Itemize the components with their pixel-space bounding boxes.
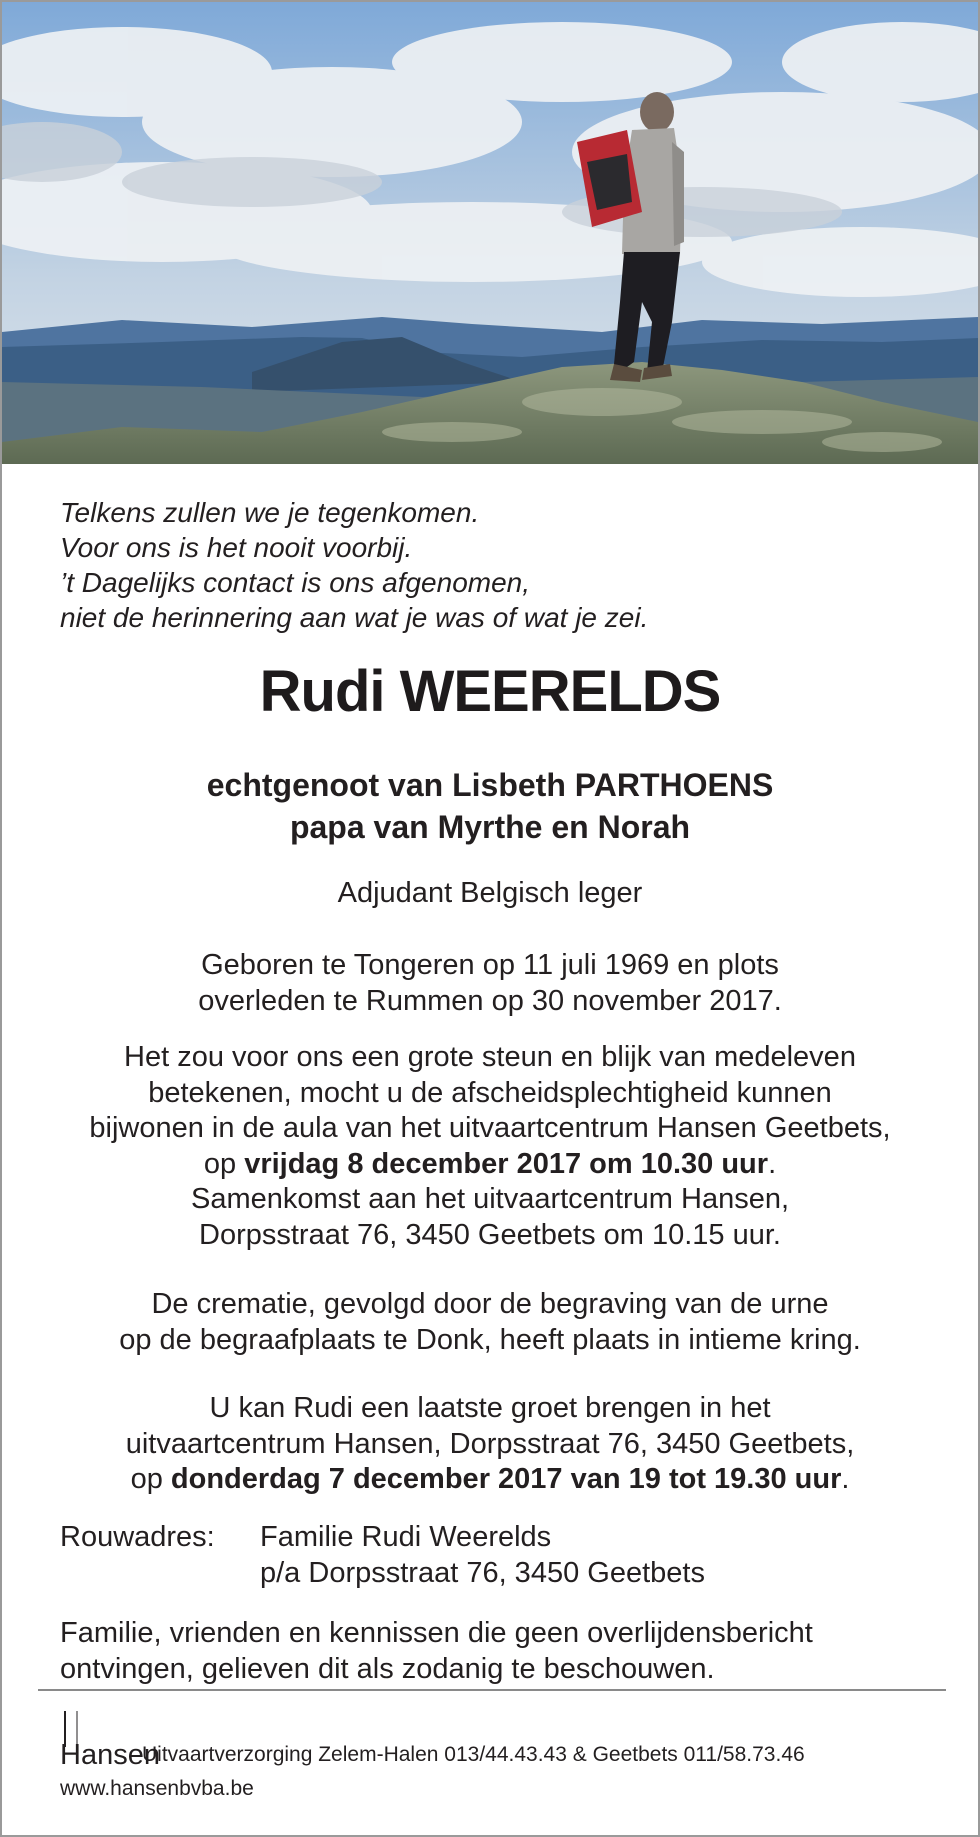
birth-line: Geboren te Tongeren op 11 juli 1969 en plots: [201, 949, 779, 981]
note-line: ontvingen, gelieven dit als zodanig te beschouwen.: [60, 1653, 715, 1685]
birth-death-block: [2, 948, 978, 1019]
visitation-line: uitvaartcentrum Hansen, Dorpsstraat 76, 3450 Geetbets,: [125, 1427, 855, 1460]
visitation-line: U kan Rudi een laatste groet brengen in het: [209, 1392, 771, 1424]
notice-note: [60, 1615, 813, 1687]
note-line: Familie, vrienden en kennissen die geen overlijdensbericht: [60, 1617, 813, 1649]
poem: [60, 495, 648, 635]
mourning-address-label: Rouwadres:: [60, 1521, 215, 1553]
ceremony-date: vrijdag 8 december 2017 om 10.30 uur: [244, 1147, 769, 1180]
ceremony-line: Samenkomst aan het uitvaartcentrum Hansen,: [190, 1183, 790, 1215]
funeral-director-contact: Uitvaartverzorging Zelem-Halen 013/44.43.43 & Geetbets 011/58.73.46: [142, 1743, 805, 1766]
visitation-date: donderdag 7 december 2017 van 19 tot 19.30 uur: [170, 1463, 842, 1495]
ceremony-date-suffix: .: [768, 1147, 777, 1180]
funeral-director-website[interactable]: www.hansenbvba.be: [60, 1777, 254, 1800]
deceased-name: Rudi WEERELDS: [259, 659, 721, 724]
ceremony-line: bijwonen in de aula van het uitvaartcentrum Hansen Geetbets,: [89, 1112, 891, 1144]
occupation-text: Adjudant Belgisch leger: [337, 877, 643, 909]
ceremony-line: Het zou voor ons een grote steun en blijk van medeleven: [124, 1041, 856, 1073]
visitation-block: [2, 1391, 978, 1498]
hiker-on-mountain-photo: [2, 2, 978, 464]
hansen-logo-text: Hansen: [60, 1739, 160, 1771]
cremation-line: De crematie, gevolgd door de begraving van de urne: [151, 1288, 829, 1320]
ceremony-line: Dorpsstraat 76, 3450 Geetbets om 10.15 uur.: [199, 1218, 781, 1251]
visitation-date-suffix: .: [841, 1463, 850, 1495]
death-line: overleden te Rummen op 30 november 2017.: [198, 984, 782, 1017]
mourning-address-line: p/a Dorpsstraat 76, 3450 Geetbets: [260, 1557, 705, 1589]
visitation-date-line: [2, 1462, 978, 1498]
family-relations: [2, 764, 978, 848]
ceremony-date-line: [2, 1147, 978, 1183]
cremation-line: op de begraafplaats te Donk, heeft plaats in intieme kring.: [119, 1323, 861, 1356]
poem-line: niet de herinnering aan wat je was of wat je zei.: [60, 602, 649, 633]
ceremony-block: [2, 1040, 978, 1253]
ceremony-line: betekenen, mocht u de afscheidsplechtigheid kunnen: [148, 1076, 832, 1109]
ceremony-date-prefix: op: [203, 1147, 245, 1180]
hiker-photo: [2, 2, 978, 464]
spouse-relation: echtgenoot van Lisbeth PARTHOENS: [206, 767, 774, 803]
mourning-address-line: Familie Rudi Weerelds: [260, 1521, 552, 1553]
footer-divider: [38, 1689, 946, 1691]
mourning-address-value: [260, 1519, 705, 1591]
cremation-block: [2, 1287, 978, 1358]
children-relation: papa van Myrthe en Norah: [289, 809, 691, 845]
poem-line: Voor ons is het nooit voorbij.: [60, 532, 413, 563]
poem-line: Telkens zullen we je tegenkomen.: [60, 497, 480, 528]
occupation: [2, 876, 978, 912]
visitation-date-prefix: op: [130, 1463, 171, 1495]
poem-line: ’t Dagelijks contact is ons afgenomen,: [60, 567, 531, 598]
